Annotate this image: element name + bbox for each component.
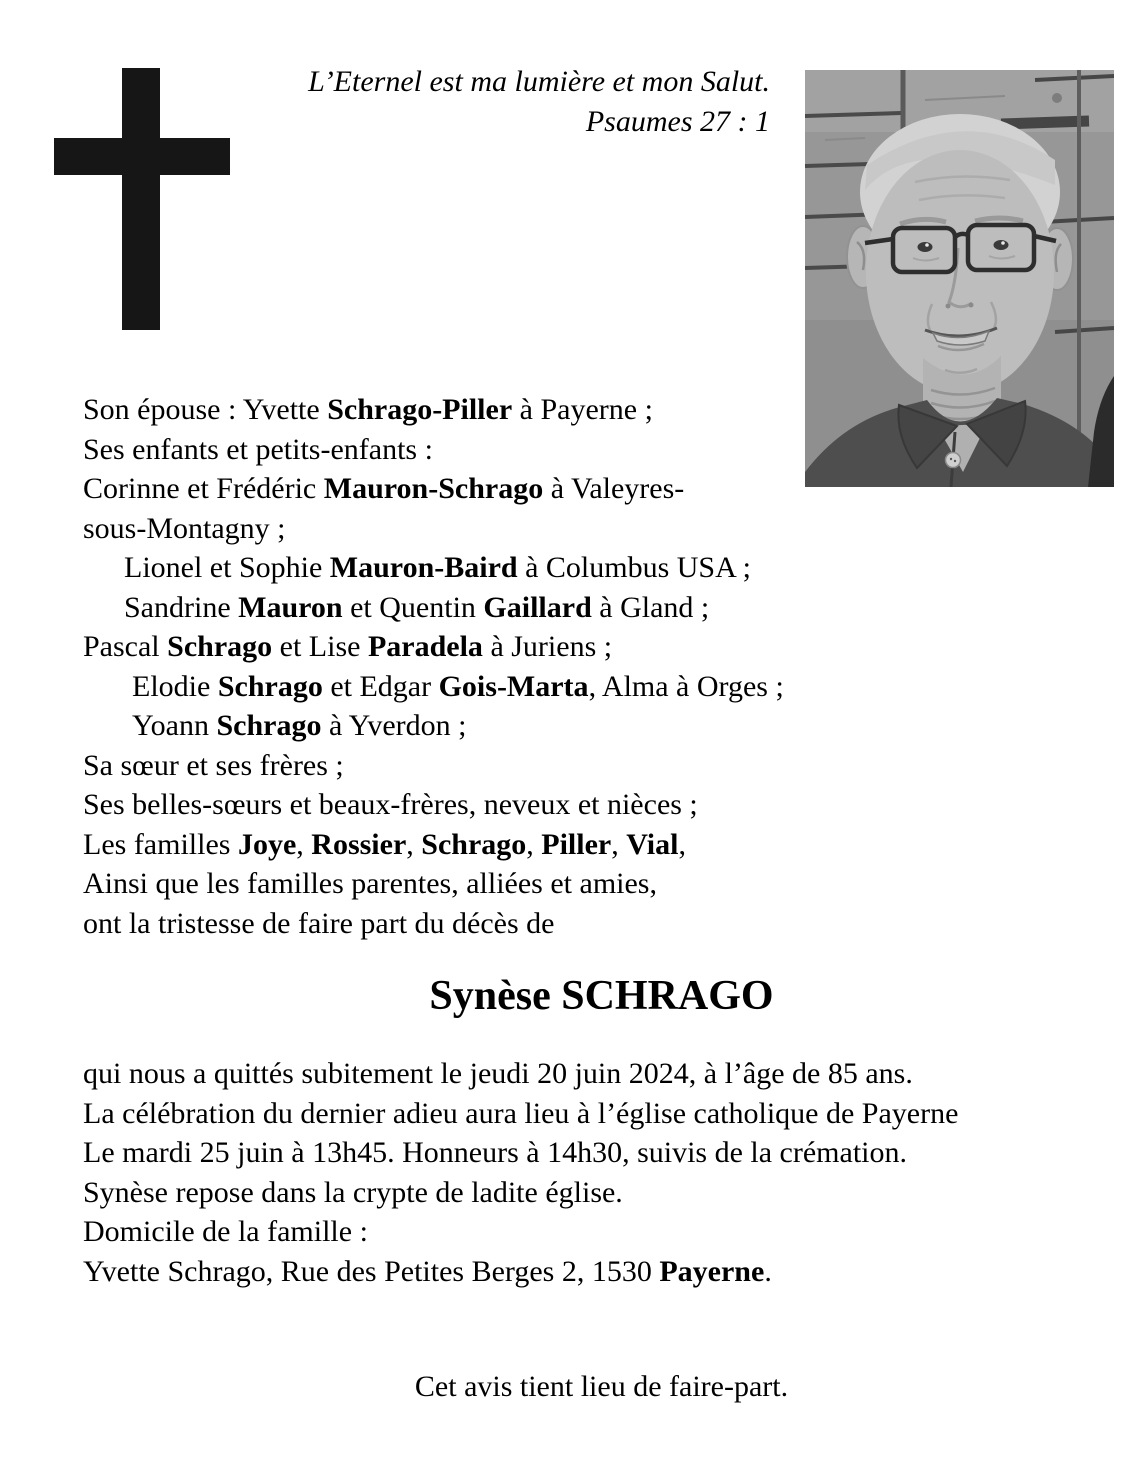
- psalm-quote-line1: L’Eternel est ma lumière et mon Salut.: [308, 65, 770, 98]
- family-line-pascal: Pascal Schrago et Lise Paradela à Juriens ;: [83, 630, 613, 663]
- family-list: [83, 390, 863, 943]
- funeral-details: [83, 1054, 1133, 1291]
- family-line-children-header: Ses enfants et petits-enfants :: [83, 432, 433, 466]
- family-line-yoann: Yoann Schrago à Yverdon ;: [132, 709, 467, 742]
- family-line-siblings: Sa sœur et ses frères ;: [83, 748, 344, 782]
- family-line-corinne: Corinne et Frédéric Mauron-Schrago à Valeyres-: [83, 472, 685, 505]
- family-line-corinne-cont: sous-Montagny ;: [83, 511, 286, 545]
- details-line-crypt: Synèse repose dans la crypte de ladite église.: [83, 1175, 623, 1209]
- details-line-death: qui nous a quittés subitement le jeudi 20 juin 2024, à l’âge de 85 ans.: [83, 1057, 913, 1090]
- details-line-address-header: Domicile de la famille :: [83, 1215, 368, 1248]
- family-line-elodie: Elodie Schrago et Edgar Gois-Marta, Alma à Orges ;: [132, 669, 784, 703]
- footer-notice: Cet avis tient lieu de faire-part.: [414, 1370, 789, 1403]
- details-line-address: Yvette Schrago, Rue des Petites Berges 2, 1530 Payerne.: [83, 1254, 772, 1288]
- psalm-quote-line2: Psaumes 27 : 1: [585, 105, 770, 138]
- family-line-families: Les familles Joye, Rossier, Schrago, Piller, Vial,: [83, 827, 686, 861]
- family-line-lionel: Lionel et Sophie Mauron-Baird à Columbus USA ;: [124, 551, 751, 584]
- details-line-schedule: Le mardi 25 juin à 13h45. Honneurs à 14h30, suivis de la crémation.: [83, 1136, 907, 1169]
- family-line-announce: ont la tristesse de faire part du décès de: [83, 906, 555, 940]
- deceased-name: Synèse SCHRAGO: [429, 973, 774, 1019]
- family-line-spouse: Son épouse : Yvette Schrago-Piller à Payerne ;: [83, 393, 653, 426]
- family-line-related: Ainsi que les familles parentes, alliées et amies,: [83, 867, 657, 900]
- family-line-inlaws: Ses belles-sœurs et beaux-frères, neveux et nièces ;: [83, 788, 698, 821]
- psalm-quote: [190, 62, 770, 142]
- details-line-ceremony: La célébration du dernier adieu aura lieu à l’église catholique de Payerne: [83, 1096, 959, 1130]
- family-line-sandrine: Sandrine Mauron et Quentin Gaillard à Gland ;: [124, 590, 710, 624]
